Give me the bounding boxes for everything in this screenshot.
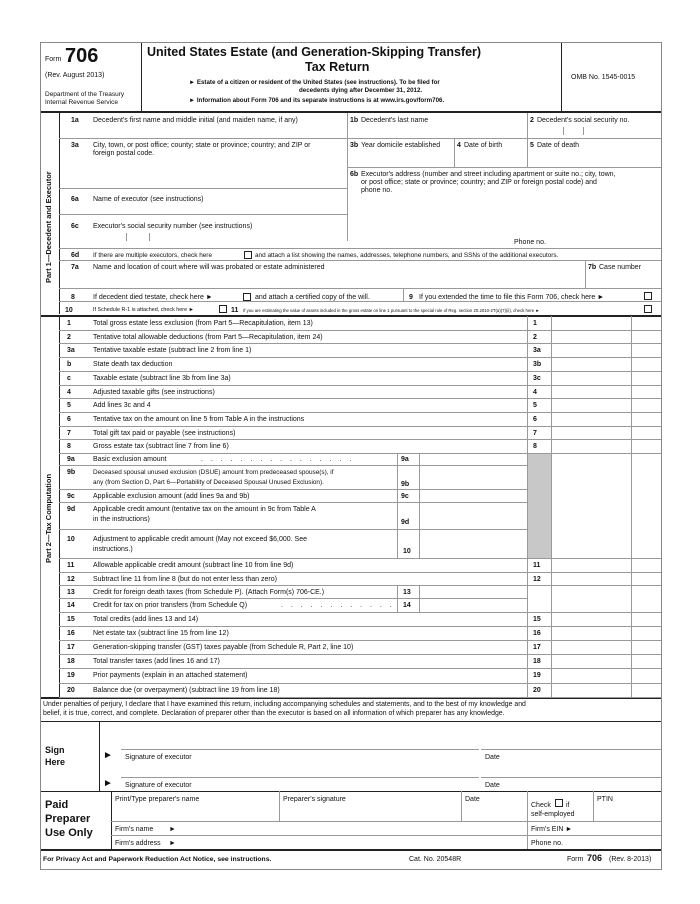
row-rule-6a-top: [59, 188, 347, 189]
line-5-number: 5: [530, 142, 534, 149]
line-6a-number: 6a: [71, 196, 79, 203]
self-employed-checkbox[interactable]: [555, 799, 563, 807]
tax-line-amount-field[interactable]: [552, 627, 660, 639]
rule-14-top: [59, 598, 527, 599]
line-9a-label: Basic exclusion amount: [93, 456, 167, 463]
omb-number: OMB No. 1545-0015: [571, 74, 636, 81]
line-6b-number: 6b: [350, 171, 359, 178]
box-9a-label: 9a: [401, 456, 409, 463]
line-6b-label3: phone no.: [361, 187, 393, 194]
preparer-label: Preparer: [45, 813, 91, 825]
tax-line-box-label: 18: [533, 658, 541, 666]
revision-date: (Rev. August 2013): [45, 72, 105, 79]
if-label: if: [566, 802, 570, 809]
line-4-label[interactable]: Date of birth: [464, 142, 503, 149]
box-9c-label: 9c: [401, 493, 409, 500]
tax-line-amount-field[interactable]: [552, 669, 660, 681]
line-9b-number: 9b: [67, 469, 76, 476]
tax-line-label: Total gift tax paid or payable (see instructions): [93, 429, 236, 437]
line-6d-label-a: If there are multiple executors, check here: [93, 252, 212, 259]
subtitle-line1: ► Estate of a citizen or resident of the United States (see instructions). To be filed for: [189, 79, 440, 86]
sign-arrow-2: ►: [103, 778, 113, 789]
tax-line-label: Total gross estate less exclusion (from Part 5—Recapitulation, item 13): [93, 320, 313, 327]
paid-label: Paid: [45, 799, 69, 811]
tax-line-number: 19: [67, 672, 75, 680]
tax-line-box-label: 1: [533, 320, 537, 327]
row-rule-1: [59, 138, 661, 139]
footer-revision: (Rev. 8-2013): [609, 856, 652, 863]
tax-line-number: 5: [67, 402, 71, 410]
tax-line-amount-field[interactable]: [552, 559, 660, 571]
tax-line-number: 12: [67, 575, 75, 583]
subtitle-line2: decedents dying after December 31, 2012.: [299, 87, 423, 94]
tax-line-number: 2: [67, 333, 71, 341]
line-2-label[interactable]: Decedent's social security no.: [537, 117, 630, 124]
line-7b-label[interactable]: Case number: [599, 264, 642, 271]
tax-line-box-label: 11: [533, 562, 541, 569]
tax-line-box-label: 3b: [533, 361, 542, 369]
extension-checkbox[interactable]: [644, 292, 652, 300]
footer-form-number: 706: [587, 853, 603, 863]
line-1b-number: 1b: [350, 117, 359, 124]
tax-line-label: Balance due (or overpayment) (subtract line 19 from line 18): [93, 686, 280, 694]
testate-checkbox[interactable]: [243, 293, 251, 301]
box-10-label: 10: [403, 548, 411, 555]
tax-line-amount-field[interactable]: [552, 684, 660, 696]
firm-address-top-rule: [111, 835, 661, 836]
header-rule: [41, 111, 661, 113]
tax-line-box-label: 4: [533, 388, 537, 396]
tax-line-box-label: 17: [533, 644, 541, 652]
use-only-label: Use Only: [45, 827, 93, 839]
preparer-divider: [111, 791, 112, 849]
tax-line-box-label: 3c: [533, 374, 541, 382]
tax-line-amount-field[interactable]: [552, 386, 660, 398]
tax-line-box-label: 2: [533, 333, 537, 341]
line-13-number: 13: [67, 589, 75, 596]
line-6c-number: 6c: [71, 223, 79, 230]
preparer-bottom-rule: [41, 849, 661, 851]
tax-line-number: 11: [67, 562, 75, 569]
line-9c-label: Applicable exclusion amount (add lines 9a and 9b): [93, 493, 250, 500]
tax-line-rule: [59, 697, 661, 698]
line-14-dots: . . . . . . . . . . . .: [281, 602, 395, 609]
line-13-label: Credit for foreign death taxes (from Schedule P). (Attach Form(s) 706-CE.): [93, 589, 325, 596]
line-5-label[interactable]: Date of death: [537, 142, 580, 149]
tax-line-label: Add lines 3c and 4: [93, 402, 151, 410]
tax-line-label: State death tax deduction: [93, 361, 173, 369]
tax-line-label: Tentative tax on the amount on line 5 from Table A in the instructions: [93, 415, 305, 423]
tax-line-amount-field[interactable]: [552, 641, 660, 653]
box-9b-label: 9b: [401, 481, 410, 488]
line-1b-label[interactable]: Decedent's last name: [361, 117, 429, 124]
header-divider-right: [561, 43, 562, 111]
line-7b-number: 7b: [588, 264, 597, 271]
catalog-number: Cat. No. 20548R: [409, 856, 462, 863]
line-3b-number: 3b: [350, 142, 359, 149]
tax-line-number: 7: [67, 429, 71, 437]
sign-arrow-1: ►: [103, 750, 113, 761]
box-9d-label: 9d: [401, 519, 410, 526]
rule-9b-top: [59, 465, 527, 466]
tax-line-number: 6: [67, 415, 71, 423]
exec-ssn-tick-2: [149, 233, 150, 241]
tax-line-box-label: 6: [533, 415, 537, 423]
line-10-tax-number: 10: [67, 536, 75, 543]
line-9d-label1: Applicable credit amount (tentative tax on the amount in 9c from Table A: [93, 506, 316, 513]
irs-label: Internal Revenue Service: [45, 99, 118, 106]
tax-line-number: 1: [67, 320, 71, 327]
form-number: 706: [65, 45, 99, 67]
col-divider-4: [454, 138, 455, 167]
line-1a-number: 1a: [71, 117, 79, 124]
sig-exec-label-2: Signature of executor: [125, 782, 192, 789]
sig-exec-line-2[interactable]: [121, 777, 479, 778]
exec-ssn-tick-1: [126, 233, 127, 241]
preparer-signature-label[interactable]: Preparer's signature: [283, 796, 346, 803]
tax-line-amount-field[interactable]: [552, 372, 660, 384]
sign-label: Sign: [45, 745, 65, 755]
perjury-statement-line1: Under penalties of perjury, I declare that I have examined this return, including accompanying schedules and statements, and to the best of my knowledge and: [43, 701, 526, 708]
tax-line-amount-field[interactable]: [552, 317, 660, 329]
tax-line-box-label: 12: [533, 575, 541, 583]
tax-line-label: Total credits (add lines 13 and 14): [93, 616, 199, 623]
preparer-date-label[interactable]: Date: [465, 796, 480, 803]
row-rule-10-top: [59, 301, 661, 302]
ssn-tick-1: [563, 127, 564, 135]
row-rule-7a-top: [59, 260, 661, 261]
tax-line-number: 16: [67, 630, 75, 638]
tax-line-label: Allowable applicable credit amount (subtract line 10 from line 9d): [93, 562, 294, 569]
line-7a-label[interactable]: Name and location of court where will was probated or estate administered: [93, 264, 325, 271]
prep-col-sig: [279, 791, 280, 821]
date-line-1[interactable]: [481, 749, 661, 750]
form-title-line1: United States Estate (and Generation-Skipping Transfer): [147, 45, 482, 59]
tax-line-amount-field[interactable]: [552, 344, 660, 356]
line-6b-label2: or post office; state or province; country; and ZIP or foreign postal code) and: [361, 179, 597, 186]
schedule-r1-checkbox[interactable]: [219, 305, 227, 313]
sign-divider: [99, 721, 100, 791]
tax-line-box-label: 15: [533, 616, 541, 623]
tax-line-number: 3a: [67, 347, 75, 355]
tax-line-amount-field[interactable]: [552, 613, 660, 625]
tax-line-box-label: 7: [533, 429, 537, 437]
privacy-notice: For Privacy Act and Paperwork Reduction Act Notice, see instructions.: [43, 856, 272, 863]
penalty-bottom-rule: [41, 721, 661, 722]
subtitle-line3: ► Information about Form 706 and its separate instructions is at www.irs.gov/form706.: [189, 97, 445, 104]
tax-line-rule: [59, 585, 661, 586]
date-line-2[interactable]: [481, 777, 661, 778]
tax-line-box-label: 19: [533, 672, 541, 680]
tax-line-number: 20: [67, 686, 75, 694]
self-employed-label: self-employed: [531, 811, 575, 818]
line-10-tax-label2: instructions.): [93, 546, 133, 553]
sig-exec-label-1: Signature of executor: [125, 754, 192, 761]
rule-10-top: [59, 529, 527, 530]
tax-line-box-label: 5: [533, 402, 537, 410]
tax-line-label: Generation-skipping transfer (GST) taxes payable (from Schedule R, Part 2, line 10): [93, 644, 354, 652]
tax-line-amount-field[interactable]: [552, 573, 660, 585]
line-10-label: If Schedule R-1 is attached, check here ►: [93, 307, 194, 313]
tax-line-number: b: [67, 361, 72, 369]
estimate-value-checkbox[interactable]: [644, 305, 652, 313]
date-label-1: Date: [485, 754, 500, 761]
tax-line-label: Tentative total allowable deductions (from Part 5—Recapitulation, item 24): [93, 333, 323, 341]
perjury-statement-line2: belief, it is true, correct, and complete. Declaration of preparer other than the executor is based on all information of which preparer has any knowledge.: [43, 710, 505, 717]
inner-box-right-rule: [419, 453, 420, 558]
footer-form-word: Form: [567, 856, 584, 863]
tax-line-amount-field[interactable]: [552, 440, 660, 452]
tax-line-amount-field[interactable]: [552, 413, 660, 425]
sig-exec-line-1[interactable]: [121, 749, 479, 750]
line-3b-label[interactable]: Year domicile established: [361, 142, 441, 149]
prep-col-date: [461, 791, 462, 821]
tax-line-box-label: 20: [533, 686, 541, 694]
line-14-number: 14: [67, 602, 75, 609]
line-14-label: Credit for tax on prior transfers (from Schedule Q): [93, 602, 248, 609]
preparer-phone-label[interactable]: Phone no.: [531, 840, 563, 847]
date-label-2: Date: [485, 782, 500, 789]
line-8-label-b: and attach a certified copy of the will.: [255, 294, 370, 301]
tax-line-number: 15: [67, 616, 75, 623]
col-divider-7b: [585, 260, 586, 288]
tax-line-number: c: [67, 374, 71, 382]
department: Department of the Treasury: [45, 91, 125, 98]
header-divider-left: [141, 43, 142, 111]
part2-title: Part 2—Tax Computation: [44, 473, 53, 563]
tax-line-box-label: 3a: [533, 347, 541, 355]
line-10-tax-label1: Adjustment to applicable credit amount (May not exceed $6,000. See: [93, 536, 308, 543]
tax-line-box-label: 8: [533, 443, 537, 451]
multiple-executors-checkbox[interactable]: [244, 251, 252, 259]
row-rule-6c-top: [59, 214, 347, 215]
executor-phone-label: Phone no.: [514, 239, 546, 246]
firm-name-arrow: ►: [169, 826, 176, 833]
box-13-label: 13: [403, 589, 411, 596]
inner-box13-end-rule: [527, 585, 528, 612]
shaded-block-9: [528, 453, 551, 558]
line-3a-label1[interactable]: City, town, or post office; county; state or province; country; and ZIP or: [93, 142, 311, 149]
line-4-number: 4: [457, 142, 461, 149]
prep-col-check: [527, 791, 528, 849]
tax-line-amount-field[interactable]: [552, 358, 660, 370]
line-9a-number: 9a: [67, 456, 75, 463]
tax-line-label: Subtract line 11 from line 8 (but do not enter less than zero): [93, 575, 277, 583]
part1-title: Part 1—Decedent and Executor: [44, 171, 53, 283]
ptin-label[interactable]: PTIN: [597, 796, 613, 803]
tax-line-number: 8: [67, 443, 71, 451]
firm-name-top-rule: [111, 821, 661, 822]
col-divider-2: [527, 113, 528, 167]
line-6b-label1[interactable]: Executor's address (number and street including apartment or suite no.; city, town,: [361, 171, 616, 178]
firm-name-label[interactable]: Firm's name: [115, 826, 154, 833]
tax-line-amount-field[interactable]: [552, 399, 660, 411]
line-8-number: 8: [71, 294, 75, 301]
tax-line-label: Prior payments (explain in an attached statement): [93, 672, 248, 680]
box-14-label: 14: [403, 602, 411, 609]
tax-line-label: Net estate tax (subtract line 15 from line 12): [93, 630, 229, 638]
rule-9c-top: [59, 489, 527, 490]
line-9-number: 9: [409, 294, 413, 301]
line-3a-label2: foreign postal code.: [93, 150, 155, 157]
tax-line-label: Adjusted taxable gifts (see instructions): [93, 388, 215, 396]
tax-line-label: Taxable estate (subtract line 3b from line 3a): [93, 374, 231, 382]
line-2-number: 2: [530, 117, 534, 124]
line-9d-label2: in the instructions): [93, 516, 150, 523]
line-9c-number: 9c: [67, 493, 75, 500]
line-1a-label[interactable]: Decedent's first name and middle initial (and maiden name, if any): [93, 117, 298, 124]
form-706: [40, 42, 662, 870]
preparer-name-label[interactable]: Print/Type preparer's name: [115, 796, 200, 803]
ssn-tick-2: [583, 127, 584, 135]
line-8-label-a: If decedent died testate, check here ►: [93, 294, 213, 301]
line-9a-dots: . . . . . . . . . . . . . . . .: [201, 456, 355, 463]
row-rule-6d-top: [59, 248, 661, 249]
line-10-number: 10: [65, 307, 73, 314]
check-label: Check: [531, 802, 551, 809]
firm-address-label[interactable]: Firm's address: [115, 840, 161, 847]
form-word: Form: [45, 56, 62, 63]
row-rule-6b-top: [347, 167, 661, 168]
tax-line-amount-field[interactable]: [552, 427, 660, 439]
tax-line-box-label: 16: [533, 630, 541, 638]
form-title-line2: Tax Return: [305, 60, 370, 74]
tax-line-label: Gross estate tax (subtract line 7 from line 6): [93, 443, 229, 451]
tax-line-amount-field[interactable]: [552, 655, 660, 667]
tax-line-label: Total transfer taxes (add lines 16 and 17): [93, 658, 220, 666]
tax-line-rule: [59, 453, 661, 454]
line-6c-label[interactable]: Executor's social security number (see instructions): [93, 223, 253, 230]
line-6a-label[interactable]: Name of executor (see instructions): [93, 196, 204, 203]
firm-ein-label[interactable]: Firm's EIN ►: [531, 826, 573, 833]
line-9d-number: 9d: [67, 506, 76, 513]
tax-line-label: Tentative taxable estate (subtract line 2 from line 1): [93, 347, 252, 355]
line-9b-label1: Deceased spousal unused exclusion (DSUE) amount from predeceased spouse(s), if: [93, 469, 334, 476]
line-11-label: If you are estimating the value of assets included in the gross estate on line 1 pursuant to the special rule of Reg. section 20.2010-2T(a)(7)(ii), check here ►: [243, 308, 540, 313]
col-divider-1b: [347, 113, 348, 241]
tax-line-number: 4: [67, 388, 71, 396]
line-7a-number: 7a: [71, 264, 79, 271]
line-9-label: If you extended the time to file this Form 706, check here ►: [419, 294, 605, 301]
line-11-number: 11: [231, 307, 239, 314]
here-label: Here: [45, 757, 66, 767]
line-6d-label-b: and attach a list showing the names, addresses, telephone numbers, and SSNs of the additional executors.: [255, 252, 559, 259]
tax-line-number: 17: [67, 644, 75, 652]
line-6d-number: 6d: [71, 252, 80, 259]
line-3a-number: 3a: [71, 142, 79, 149]
sign-bottom-rule: [41, 791, 661, 792]
tax-line-number: 18: [67, 658, 75, 666]
col-divider-9: [403, 288, 404, 301]
firm-address-arrow: ►: [169, 840, 176, 847]
row-rule-8-top: [59, 288, 661, 289]
rule-9d-top: [59, 502, 527, 503]
line-9b-label2: any (from Section D, Part 6—Portability of Deceased Spousal Unused Exclusion).: [93, 479, 324, 486]
tax-line-amount-field[interactable]: [552, 331, 660, 343]
inner-box-left-rule: [397, 453, 398, 558]
prep-col-ptin: [593, 791, 594, 821]
